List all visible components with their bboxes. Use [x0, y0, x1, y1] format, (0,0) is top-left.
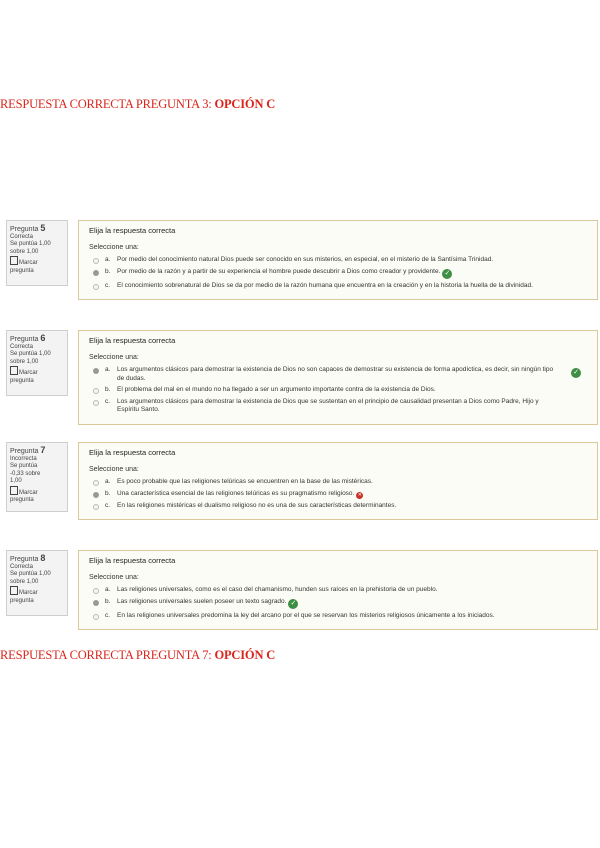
question-status: Correcta [10, 343, 34, 350]
answer-note-prefix: RESPUESTA CORRECTA PREGUNTA 7: [0, 648, 212, 662]
answer-option-a[interactable]: a. Por medio del conocimiento natural Dios puede ser conocido en sus misterios, en especial, en el misterio de la Santísima Trinidad. [89, 256, 589, 265]
question-info [6, 330, 68, 396]
question-info [6, 220, 68, 286]
question-number: Pregunta 5 [10, 223, 46, 233]
flag-icon [10, 366, 18, 375]
answer-option-b[interactable]: b. Una característica esencial de las religiones telúricas es su pragmatismo religioso. ✕ [89, 490, 589, 499]
question-info [6, 550, 68, 616]
radio-button-selected[interactable] [93, 368, 99, 374]
radio-button[interactable] [93, 480, 99, 486]
question-text: Elija la respuesta correcta [89, 336, 176, 345]
question-content [78, 550, 598, 630]
question-content [78, 442, 598, 520]
answer-option-b[interactable]: b. Por medio de la razón y a partir de su experiencia el hombre puede descubrir a Dios como creador y providente. ✓ [89, 268, 589, 279]
question-score: Se puntúa 1,00 sobre 1,00 [10, 241, 51, 255]
flag-question-link[interactable]: Marcar pregunta [10, 486, 64, 505]
radio-button-selected[interactable] [93, 600, 99, 606]
flag-question-link[interactable]: Marcar pregunta [10, 256, 64, 275]
question-text: Elija la respuesta correcta [89, 556, 176, 565]
answer-prompt: Seleccione una: [89, 244, 139, 251]
answer-prompt: Seleccione una: [89, 574, 139, 581]
radio-button[interactable] [93, 258, 99, 264]
question-score: Se puntúa 1,00 sobre 1,00 [10, 571, 51, 585]
answer-prompt: Seleccione una: [89, 466, 139, 473]
check-circle-icon: ✓ [288, 599, 298, 609]
answer-option-c[interactable]: c. El conocimiento sobrenatural de Dios se da por medio de la razón humana que encuentra en la creación y en la historia la huella de la divinidad. [89, 282, 589, 291]
flag-question-link[interactable]: Marcar pregunta [10, 366, 64, 385]
radio-button[interactable] [93, 284, 99, 290]
question-text: Elija la respuesta correcta [89, 226, 176, 235]
radio-button-selected[interactable] [93, 492, 99, 498]
answer-option-c[interactable]: c. En las religiones mistéricas el dualismo religioso no es una de sus características determinantes. [89, 502, 589, 511]
answer-option-b[interactable]: b. Las religiones universales suelen poseer un texto sagrado. ✓ [89, 598, 589, 609]
question-status: Correcta [10, 563, 34, 570]
radio-button-selected[interactable] [93, 270, 99, 276]
flag-question-link[interactable]: Marcar pregunta [10, 586, 64, 605]
answer-note-question-3 [0, 97, 275, 112]
answer-option-b[interactable]: b. El problema del mal en el mundo no ha llegado a ser un argumento importante contra de la existencia de Dios. [89, 386, 589, 395]
answer-note-prefix: RESPUESTA CORRECTA PREGUNTA 3: [0, 97, 212, 111]
question-number: Pregunta 7 [10, 445, 46, 455]
question-number: Pregunta 6 [10, 333, 46, 343]
check-circle-icon: ✓ [571, 368, 581, 378]
question-content [78, 330, 598, 425]
answer-option-c[interactable]: c. Los argumentos clásicos para demostrar la existencia de Dios que se sustentan en el principio de causalidad presentan a Dios como Padre, Hijo y Espíritu Santo. [89, 398, 589, 415]
question-text: Elija la respuesta correcta [89, 448, 176, 457]
radio-button[interactable] [93, 588, 99, 594]
answer-option-a[interactable]: a. Las religiones universales, como es el caso del chamanismo, hunden sus raíces en la prehistoria de un pueblo. [89, 586, 589, 595]
flag-icon [10, 256, 18, 265]
answer-option-c[interactable]: c. En las religiones universales predomina la ley del arcano por el que se reservan los misterios religiosos únicamente a los iniciados. [89, 612, 589, 621]
answer-prompt: Seleccione una: [89, 354, 139, 361]
question-content [78, 220, 598, 300]
question-number: Pregunta 8 [10, 553, 46, 563]
radio-button[interactable] [93, 388, 99, 394]
question-info [6, 442, 68, 512]
question-score: Se puntúa -0,33 sobre 1,00 [10, 463, 41, 484]
answer-note-option: OPCIÓN C [214, 97, 276, 111]
radio-button[interactable] [93, 400, 99, 406]
answer-option-a[interactable]: a. Es poco probable que las religiones telúricas se encuentren en la base de las mistéricas. [89, 478, 589, 487]
flag-icon [10, 486, 18, 495]
radio-button[interactable] [93, 614, 99, 620]
check-circle-icon: ✓ [442, 269, 452, 279]
answer-note-question-7 [0, 648, 275, 663]
question-status: Correcta [10, 233, 34, 240]
question-score: Se puntúa 1,00 sobre 1,00 [10, 351, 51, 365]
answer-note-option: OPCIÓN C [214, 648, 276, 662]
question-status: Incorrecta [10, 455, 37, 462]
radio-button[interactable] [93, 504, 99, 510]
x-circle-icon: ✕ [357, 491, 362, 498]
answer-option-a[interactable]: a. Los argumentos clásicos para demostrar la existencia de Dios no son capaces de demostrar su existencia de forma apodíctica, es decir, sin ningún tipo de dudas. ✓ [89, 366, 589, 383]
flag-icon [10, 586, 18, 595]
